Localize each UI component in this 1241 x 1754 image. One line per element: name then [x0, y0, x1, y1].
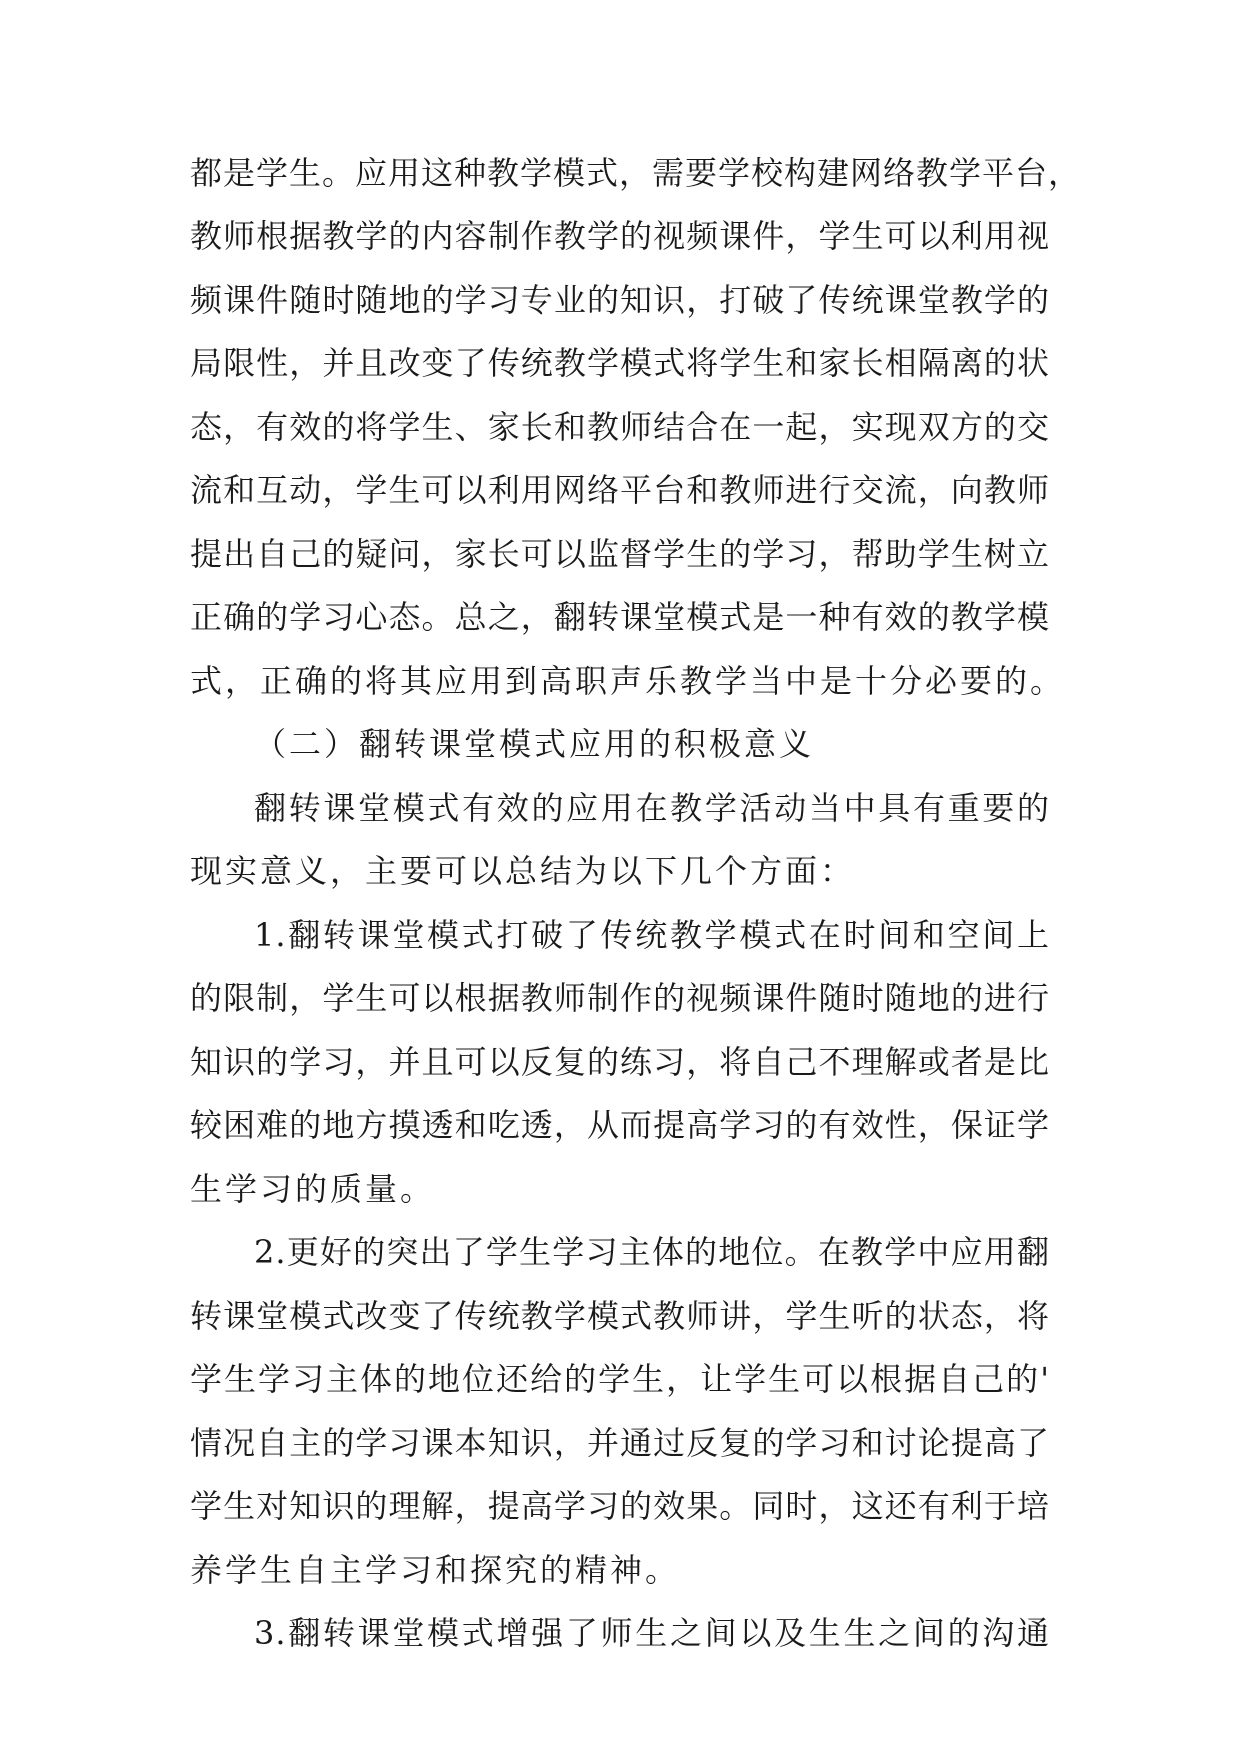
text-line: 情况自主的学习课本知识，并通过反复的学习和讨论提高了: [190, 1424, 1050, 1462]
text-line: 养学生自主学习和探究的精神。: [190, 1551, 681, 1589]
section-heading: （二）翻转课堂模式应用的积极意义: [254, 725, 815, 763]
text-line: 知识的学习，并且可以反复的练习，将自己不理解或者是比: [190, 1043, 1050, 1081]
text-line: 态，有效的将学生、家长和教师结合在一起，实现双方的交: [190, 408, 1050, 446]
text-line: 转课堂模式改变了传统教学模式教师讲，学生听的状态，将: [190, 1297, 1050, 1335]
list-item-2-first-line: 2.更好的突出了学生学习主体的地位。在教学中应用翻: [254, 1233, 1050, 1271]
text-line: 频课件随时随地的学习专业的知识，打破了传统课堂教学的: [190, 281, 1050, 319]
text-line: 式，正确的将其应用到高职声乐教学当中是十分必要的。: [190, 662, 1066, 700]
text-line: 现实意义，主要可以总结为以下几个方面：: [190, 852, 856, 890]
text-line: 较困难的地方摸透和吃透，从而提高学习的有效性，保证学: [190, 1106, 1050, 1144]
text-line: 教师根据教学的内容制作教学的视频课件，学生可以利用视: [190, 217, 1050, 255]
text-line: 的限制，学生可以根据教师制作的视频课件随时随地的进行: [190, 979, 1050, 1017]
text-line: 正确的学习心态。总之，翻转课堂模式是一种有效的教学模: [190, 598, 1050, 636]
text-line: 学生学习主体的地位还给的学生，让学生可以根据自己的': [190, 1360, 1050, 1398]
text-line: 流和互动，学生可以利用网络平台和教师进行交流，向教师: [190, 471, 1050, 509]
text-line: 生学习的质量。: [190, 1170, 436, 1208]
text-line: 都是学生。应用这种教学模式，需要学校构建网络教学平台，: [190, 154, 1082, 192]
text-line: 局限性，并且改变了传统教学模式将学生和家长相隔离的状: [190, 344, 1050, 382]
text-line: 学生对知识的理解，提高学习的效果。同时，这还有利于培: [190, 1487, 1050, 1525]
paragraph-first-line: 翻转课堂模式有效的应用在教学活动当中具有重要的: [254, 789, 1050, 827]
list-item-1-first-line: 1.翻转课堂模式打破了传统教学模式在时间和空间上: [254, 916, 1050, 954]
text-line: 提出自己的疑问，家长可以监督学生的学习，帮助学生树立: [190, 535, 1050, 573]
list-item-3-first-line: 3.翻转课堂模式增强了师生之间以及生生之间的沟通: [254, 1614, 1050, 1652]
